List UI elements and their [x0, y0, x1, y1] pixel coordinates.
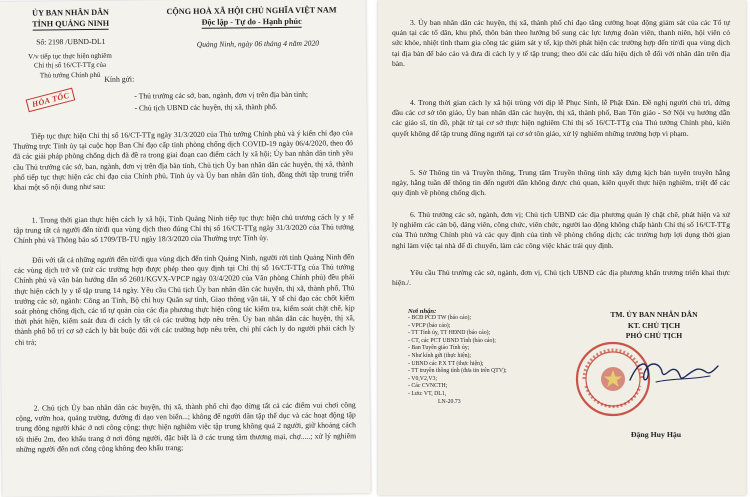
paragraph-6: 6. Thủ trưởng các sở, ngành, đơn vị; Chủ tịch UBND các địa phương quản lý chặt chẽ, phát hiện và xử lý nghiêm các cán bộ, đảng viên, công chức, viên chức, người lao động không chấp hành Chỉ thị số 16/CT-TTg của Thủ tướng Chính phủ và các quy định của tỉnh về phòng chống dịch; các trường hợp lợi dụng thời gian nghỉ làm việc tại nhà để đi chuyển, làm các công việc khác trái quy định. — [392, 210, 730, 250]
recipients-item: - CT, các PCT UBND Tỉnh (báo cáo); — [408, 337, 496, 344]
recipients-block — [408, 308, 568, 406]
signature-icon — [626, 352, 722, 392]
recipient-item: - Thủ trưởng các sở, ban, ngành, đơn vị trên địa bàn tỉnh; — [134, 89, 309, 101]
recipients-item: - BCĐ PCD TW (báo cáo); — [408, 315, 472, 321]
subject-line: Thủ tướng Chính phủ — [39, 70, 101, 80]
recipients-item: - Các CVNCTH; — [408, 383, 448, 390]
recipient-item: - Chủ tịch UBND các huyện, thị xã, thành phố. — [134, 102, 278, 113]
recipients-item: - TT Tỉnh ủy, TT HĐND (báo cáo); — [408, 330, 491, 337]
paragraph-2: 2. Chủ tịch Ủy ban nhân dân các huyện, thị xã, thành phố chỉ đạo dừng tất cả các điểm vui chơi công cộng, vườn hoa, quảng trường, đường đi dạo ven biển...; không để người dân tập thể dục và các hoạt động tập trung đông người khác ở nơi công cộng; thực hiện nghiêm việc tập trung không quá 2 người, giữ khoảng cách tối thiểu 2m, đeo khẩu trang ở nơi đông người, đặc biệt là ở các trung tâm thương mại, chợ.....; xử lý nghiêm những người đến nơi công cộng không đeo khẩu trang; — [15, 400, 357, 454]
recipients-footer: LN-20.73 — [438, 398, 461, 405]
paragraph-5: 5. Sở Thông tin và Truyền thông, Trung tâm Truyền thông tỉnh xây dựng kịch bản tuyên truyền hằng ngày, hằng tuần để thông tin đến người dân không được chủ quan, kiên quyết thực hiện nghiêm, triệt để các quy định về phòng chống dịch. — [392, 168, 730, 198]
recipients-item: - VPCP (báo cáo); — [408, 322, 451, 329]
paragraph-3: 3. Ủy ban nhân dân các huyện, thị xã, thành phố chỉ đạo tăng cường hoạt động giám sát của các Tổ tự quản tại các tổ dân, khu phố, thôn bản theo hướng bổ sung các lực lượng đoàn viên, thanh niên, hội viên có sức khỏe, nhiệt tình tham gia công tác giám sát y tế, kịp thời phát hiện các trường hợp đến từ/đi qua vùng dịch tại địa bàn để báo cáo và đưa đi cách ly y tế tập trung; theo dõi các dấu hiệu dịch tễ đối với nhân dân trên địa bàn. — [392, 18, 730, 68]
org-header — [15, 7, 125, 31]
signature-title — [574, 310, 734, 342]
recipients-item: - Lưu: VT, DL1, — [408, 390, 447, 397]
document-page-1 — [0, 0, 371, 497]
sign-line-3: PHÓ CHỦ TỊCH — [625, 331, 683, 341]
recipients-item: - Như kính gửi (thực hiện); — [408, 352, 472, 359]
intro-paragraph: Tiếp tục thực hiện Chỉ thị số 16/CT-TTg ngày 31/3/2020 của Thủ tướng Chính phủ và ý kiến chỉ đạo của Thường trực Tỉnh ủy tại cuộc họp Ban Chỉ đạo cấp tỉnh phòng chống dịch COVID-19 ngày 06/4/2020, theo đó đã các giải pháp phòng chống dịch đã đề ra trong giai đoạn cao điểm cách ly xã hội; Ủy ban nhân dân tỉnh yêu cầu Thủ trưởng các sở, ban, ngành, đơn vị trên địa bàn tỉnh, Chủ tịch Ủy ban nhân dân các huyện, thị xã, thành phố tiếp tục thực hiện các chỉ đạo của Chính phủ, Tỉnh ủy và Ủy ban nhân dân tỉnh, đồng thời tập trung triển khai một số nội dung như sau: — [12, 128, 354, 192]
org-line-2: TỈNH QUẢNG NINH — [32, 18, 110, 29]
subject-line: Chỉ thị số 16/CT-TTg của — [34, 61, 107, 70]
nation-line-2: Độc lập - Tự do - Hạnh phúc — [201, 16, 302, 27]
recipients-item: - V0,V2,V3; — [408, 375, 438, 382]
signer-name: Đặng Huy Hậu — [630, 430, 682, 439]
recipient-list — [134, 88, 354, 114]
recipients-item: - UBND các P.X TT (thực hiện); — [408, 360, 484, 367]
paragraph-1: 1. Trong thời gian thực hiện cách ly xã hội, Tỉnh Quảng Ninh tiếp tục thực hiện chủ trương cách ly y tế tập trung tất cả người đến từ/đi qua vùng dịch theo đúng Chỉ thị số 16/CT-TTg ngày 31/3/2020 của Thủ tướng Chính phủ và Thông báo số 1709/TB-TU ngày 18/3/2020 của Thường trực Tỉnh ủy. — [13, 212, 354, 246]
recipients-item: - Ban Tuyên giáo Tỉnh ủy; — [408, 345, 470, 352]
document-page-2 — [378, 0, 746, 495]
request-paragraph: Yêu cầu Thủ trưởng các sở, ngành, đơn vị, Chủ tịch UBND các địa phương khẩn trương triển khai thực hiện./. — [392, 268, 730, 288]
org-line-1: ỦY BAN NHÂN DÂN — [32, 7, 109, 18]
recipients-item: - TT truyền thông tỉnh (đưa tin trên QTV); — [408, 368, 507, 375]
sign-line-1: TM. ỦY BAN NHÂN DÂN — [610, 310, 698, 319]
urgent-stamp: HỎA TỐC — [26, 87, 76, 112]
paragraph-1b: Đối với tất cả những người đến từ/đi qua vùng dịch đến tỉnh Quảng Ninh, người rời tỉnh Quảng Ninh đến các vùng dịch trở về (trừ các trường hợp được phép theo quy định tại Chỉ thị số 16/CT-TTg của Thủ tướng Chính phủ và văn bản hướng dẫn số 2601/KGVX-VPCP ngày 03/4/2020 của Văn phòng Chính phủ) đều phải thực hiện cách ly y tế tập trung 14 ngày. Yêu cầu Chủ tịch Ủy ban nhân dân các huyện, thị xã, thành phố, Thủ trưởng các sở, ngành: Công an Tỉnh, Bộ chỉ huy Quân sự tỉnh, Giao thông vận tải, Y tế chỉ đạo các chốt kiểm soát phòng chống dịch, các tổ tự quản của các địa phương thực hiện công tác kiểm tra, kiểm soát chặt chẽ, kịp thời phát hiện, kiểm soát đưa đi cách ly tất cả các trường hợp nêu trên. Ủy ban nhân dân các huyện, thị xã, thành phố bố trí cơ sở cách ly bắt buộc đối với các trường hợp nêu trên, chi phí cách ly do người phải cách ly chi trả; — [14, 252, 355, 347]
national-header — [145, 4, 357, 29]
place-date: Quảng Ninh, ngày 06 tháng 4 năm 2020 — [196, 38, 320, 49]
to-label: Kính gửi: — [104, 74, 135, 84]
subject-line: V/v tiếp tục thực hiện nghiêm — [28, 51, 112, 61]
recipients-label: Nơi nhận: — [408, 308, 437, 315]
paragraph-4: 4. Trong thời gian cách ly xã hội trùng với dịp lễ Phục Sinh, lễ Phật Đản. Đề nghị người chủ trì, đứng đầu các cơ sở tôn giáo, Ủy ban nhân dân các huyện, thị xã, thành phố, Ban Tôn giáo - Sở Nội vụ hướng dẫn các giáo sĩ, tín đồ, phật tử tại cơ sở thực hiện nghiêm Chỉ thị số 16/CT-TTg của Thủ tướng Chính phủ, kiên quyết không để tập trung đông người tại cơ sở tôn giáo, xử lý nghiêm những trường hợp vi phạm. — [392, 98, 730, 138]
nation-line-1: CỘNG HOÀ XÃ HỘI CHỦ NGHĨA VIỆT NAM — [166, 5, 337, 17]
sign-line-2: KT. CHỦ TỊCH — [627, 320, 681, 330]
doc-number: Số: 2198 /UBND-DL1 — [36, 36, 106, 47]
